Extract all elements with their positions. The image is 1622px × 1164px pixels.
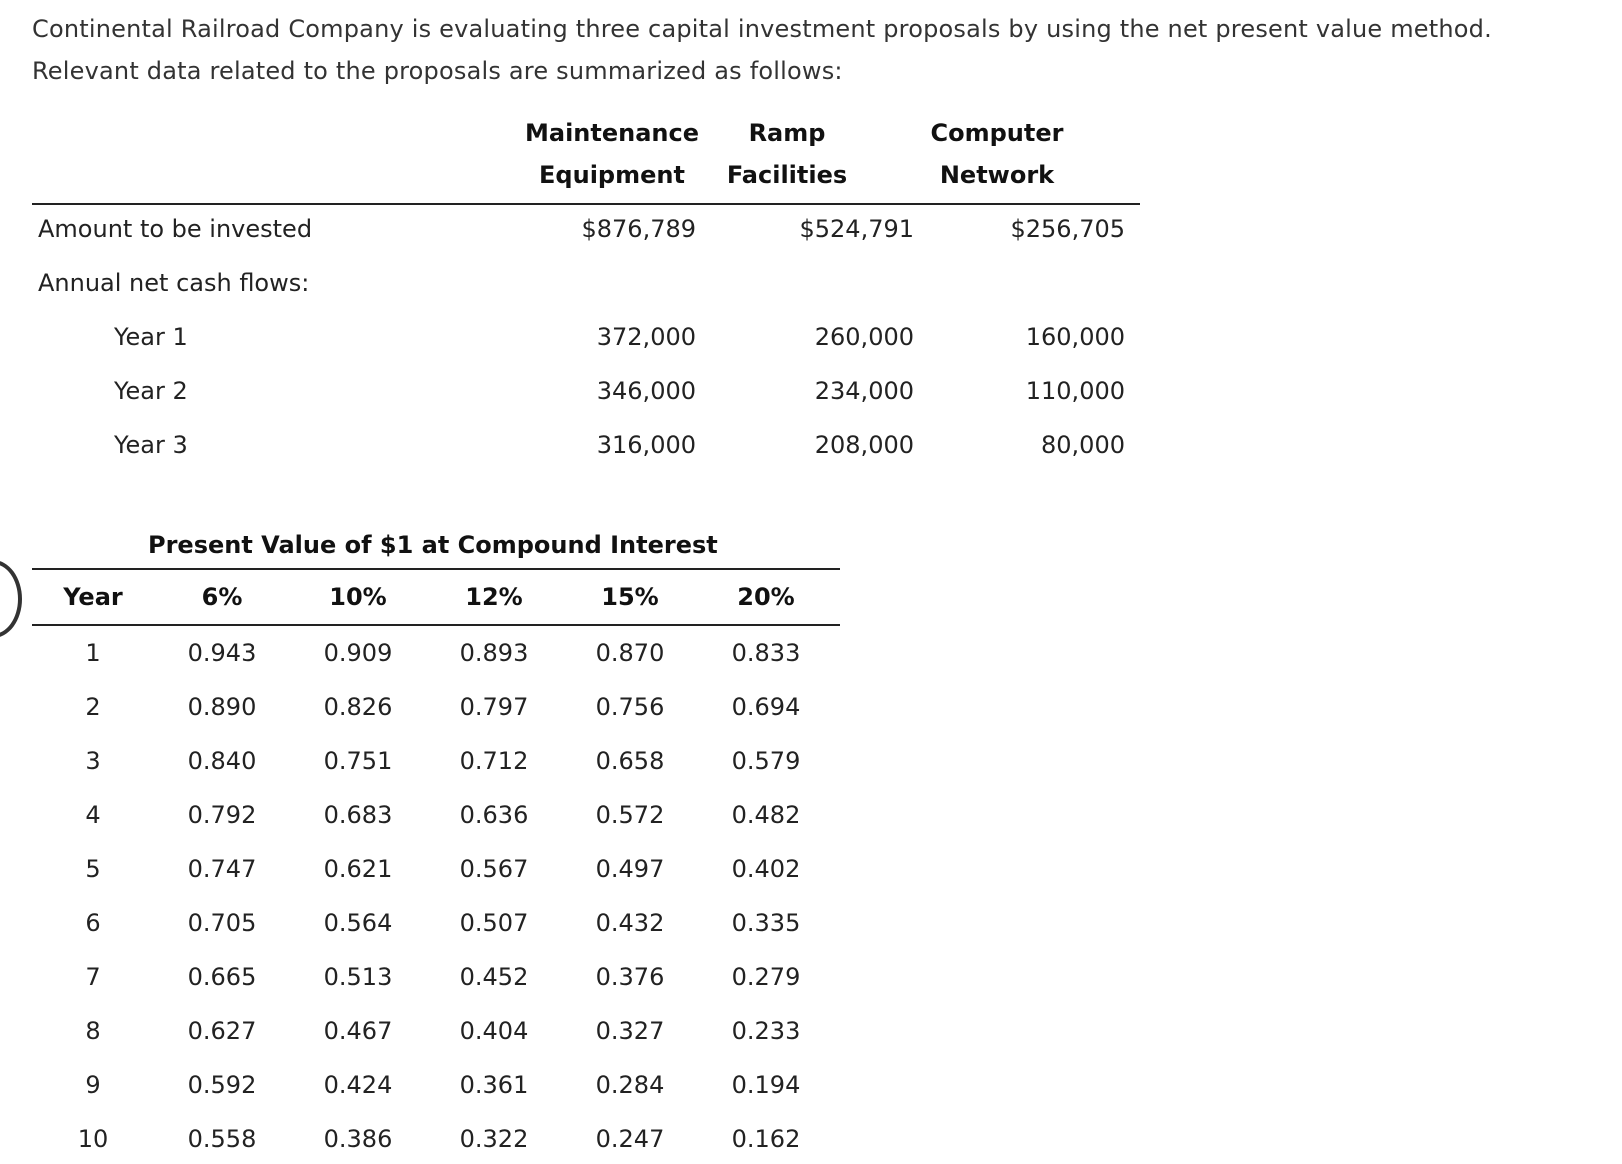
header-line2: Network bbox=[939, 161, 1055, 189]
pv-factor-cell: 0.194 bbox=[731, 1071, 801, 1099]
pv-factor-cell: 0.621 bbox=[323, 855, 393, 883]
header-line1: Ramp bbox=[748, 119, 826, 147]
pv-factor-cell: 0.322 bbox=[459, 1125, 529, 1153]
pv-factor-cell: 0.756 bbox=[595, 693, 665, 721]
pv-factor-cell: 0.658 bbox=[595, 747, 665, 775]
pv-header-cell: 12% bbox=[465, 583, 523, 611]
pv-factor-cell: 0.467 bbox=[323, 1017, 393, 1045]
pv-factor-cell: 0.747 bbox=[187, 855, 257, 883]
pv-factor-cell: 0.683 bbox=[323, 801, 393, 829]
pv-factor-cell: 0.327 bbox=[595, 1017, 665, 1045]
pv-factor-cell: 0.452 bbox=[459, 963, 529, 991]
pv-header-cell: Year bbox=[63, 583, 123, 611]
pv-factor-cell: 0.870 bbox=[595, 639, 665, 667]
pv-factor-cell: 0.335 bbox=[731, 909, 801, 937]
pv-factor-cell: 0.705 bbox=[187, 909, 257, 937]
pv-factor-cell: 0.513 bbox=[323, 963, 393, 991]
pv-header-cell: 20% bbox=[737, 583, 795, 611]
pv-factor-cell: 0.404 bbox=[459, 1017, 529, 1045]
pv-factor-cell: 0.247 bbox=[595, 1125, 665, 1153]
header-line2: Equipment bbox=[539, 161, 685, 189]
pv-factor-cell: 0.592 bbox=[187, 1071, 257, 1099]
pv-factor-cell: 0.943 bbox=[187, 639, 257, 667]
pv-table-top-divider bbox=[32, 568, 840, 570]
pv-year-cell: 9 bbox=[85, 1071, 101, 1099]
pv-year-cell: 10 bbox=[77, 1125, 109, 1153]
pv-factor-cell: 0.567 bbox=[459, 855, 529, 883]
pv-factor-cell: 0.840 bbox=[187, 747, 257, 775]
pv-factor-cell: 0.361 bbox=[459, 1071, 529, 1099]
pv-year-cell: 1 bbox=[85, 639, 101, 667]
pv-factor-cell: 0.833 bbox=[731, 639, 801, 667]
pv-factor-cell: 0.233 bbox=[731, 1017, 801, 1045]
pv-factor-cell: 0.893 bbox=[459, 639, 529, 667]
year-label: Year 3 bbox=[114, 431, 188, 459]
pv-factor-cell: 0.826 bbox=[323, 693, 393, 721]
amount-computer: $256,705 bbox=[1010, 215, 1125, 243]
pv-factor-cell: 0.792 bbox=[187, 801, 257, 829]
pv-table-title: Present Value of $1 at Compound Interest bbox=[148, 531, 718, 559]
amount-ramp: $524,791 bbox=[799, 215, 914, 243]
header-computer-network bbox=[927, 112, 1067, 196]
pv-factor-cell: 0.432 bbox=[595, 909, 665, 937]
pv-table-header-divider bbox=[32, 624, 840, 626]
pv-factor-cell: 0.279 bbox=[731, 963, 801, 991]
cash-flow-value: 80,000 bbox=[1041, 431, 1125, 459]
pv-factor-cell: 0.694 bbox=[731, 693, 801, 721]
pv-year-cell: 5 bbox=[85, 855, 101, 883]
amount-maintenance: $876,789 bbox=[581, 215, 696, 243]
cash-flow-value: 160,000 bbox=[1025, 323, 1125, 351]
pv-factor-cell: 0.497 bbox=[595, 855, 665, 883]
partial-circle-decoration bbox=[0, 560, 22, 638]
pv-factor-cell: 0.797 bbox=[459, 693, 529, 721]
pv-factor-cell: 0.751 bbox=[323, 747, 393, 775]
pv-factor-cell: 0.558 bbox=[187, 1125, 257, 1153]
header-ramp-facilities bbox=[722, 112, 852, 196]
cash-flow-value: 346,000 bbox=[596, 377, 696, 405]
pv-factor-cell: 0.665 bbox=[187, 963, 257, 991]
pv-year-cell: 2 bbox=[85, 693, 101, 721]
pv-factor-cell: 0.386 bbox=[323, 1125, 393, 1153]
pv-year-cell: 3 bbox=[85, 747, 101, 775]
cash-flow-value: 208,000 bbox=[814, 431, 914, 459]
pv-factor-cell: 0.636 bbox=[459, 801, 529, 829]
pv-factor-cell: 0.162 bbox=[731, 1125, 801, 1153]
cash-flows-label: Annual net cash flows: bbox=[38, 269, 310, 297]
year-label: Year 2 bbox=[114, 377, 188, 405]
pv-factor-cell: 0.507 bbox=[459, 909, 529, 937]
pv-factor-cell: 0.890 bbox=[187, 693, 257, 721]
pv-year-cell: 8 bbox=[85, 1017, 101, 1045]
cash-flow-value: 110,000 bbox=[1025, 377, 1125, 405]
cash-flow-value: 316,000 bbox=[596, 431, 696, 459]
pv-header-cell: 10% bbox=[329, 583, 387, 611]
problem-intro: Continental Railroad Company is evaluating three capital investment proposals by using the net present value method. Relevant data related to the proposals are summarized as follows: bbox=[32, 15, 1492, 85]
cash-flow-value: 260,000 bbox=[814, 323, 914, 351]
pv-header-cell: 15% bbox=[601, 583, 659, 611]
pv-year-cell: 4 bbox=[85, 801, 101, 829]
header-line2: Facilities bbox=[726, 161, 848, 189]
cash-flow-value: 372,000 bbox=[596, 323, 696, 351]
pv-header-cell: 6% bbox=[201, 583, 243, 611]
cash-flow-value: 234,000 bbox=[814, 377, 914, 405]
pv-factor-cell: 0.284 bbox=[595, 1071, 665, 1099]
header-line1: Maintenance bbox=[524, 119, 699, 147]
header-line1: Computer bbox=[930, 119, 1064, 147]
pv-factor-cell: 0.627 bbox=[187, 1017, 257, 1045]
pv-factor-cell: 0.376 bbox=[595, 963, 665, 991]
pv-factor-cell: 0.402 bbox=[731, 855, 801, 883]
pv-factor-cell: 0.424 bbox=[323, 1071, 393, 1099]
pv-year-cell: 7 bbox=[85, 963, 101, 991]
pv-factor-cell: 0.564 bbox=[323, 909, 393, 937]
pv-factor-cell: 0.712 bbox=[459, 747, 529, 775]
header-divider bbox=[32, 203, 1140, 205]
year-label: Year 1 bbox=[114, 323, 188, 351]
amount-label: Amount to be invested bbox=[38, 215, 313, 243]
pv-factor-cell: 0.572 bbox=[595, 801, 665, 829]
pv-year-cell: 6 bbox=[85, 909, 101, 937]
pv-factor-cell: 0.482 bbox=[731, 801, 801, 829]
pv-factor-cell: 0.579 bbox=[731, 747, 801, 775]
header-maintenance-equipment bbox=[482, 112, 742, 196]
pv-factor-cell: 0.909 bbox=[323, 639, 393, 667]
